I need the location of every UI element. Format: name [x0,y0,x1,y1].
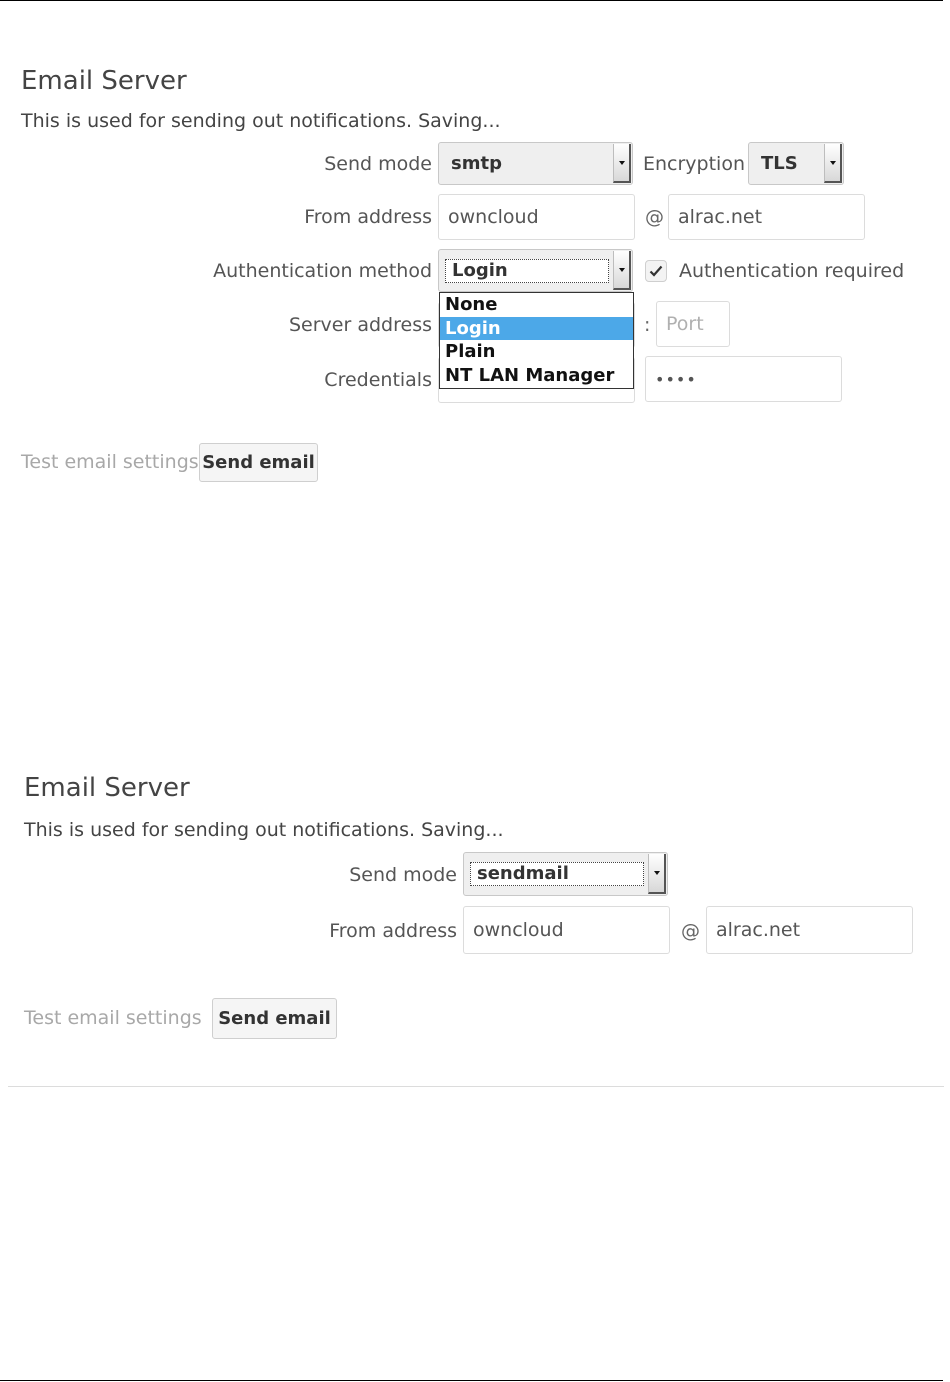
from-address-label: From address [329,920,457,942]
chevron-down-icon [613,251,631,290]
from-domain-input[interactable]: alrac.net [668,194,865,240]
test-email-label: Test email settings [24,1007,202,1029]
at-sign: @ [645,206,664,228]
section-description: This is used for sending out notifications. Saving... [21,110,501,132]
encryption-select[interactable] [748,142,844,185]
chevron-down-icon [824,144,842,183]
send-mode-value: sendmail [470,862,644,886]
auth-method-label: Authentication method [213,260,432,282]
section-title: Email Server [24,773,190,803]
credentials-label: Credentials [324,369,432,391]
auth-required-label: Authentication required [679,260,905,282]
send-mode-label: Send mode [349,864,457,886]
auth-method-dropdown [439,292,634,389]
send-mode-value: smtp [451,153,502,174]
send-email-button[interactable]: Send email [212,998,337,1039]
from-user-input[interactable]: owncloud [463,906,670,954]
auth-required-checkbox[interactable] [645,260,667,282]
section-description: This is used for sending out notifications. Saving... [24,819,504,841]
server-address-label: Server address [289,314,432,336]
section-title: Email Server [21,66,187,96]
auth-method-select[interactable] [438,249,633,292]
test-email-label: Test email settings [21,451,199,473]
send-mode-label: Send mode [324,153,432,175]
send-mode-select[interactable] [463,852,668,896]
auth-option-ntlm[interactable]: NT LAN Manager [445,364,615,386]
from-address-label: From address [304,206,432,228]
port-input[interactable]: Port [656,301,730,347]
from-domain-input[interactable]: alrac.net [706,906,913,954]
credentials-password-input[interactable]: •••• [645,356,842,402]
auth-option-plain[interactable]: Plain [445,341,496,362]
chevron-down-icon [648,854,666,894]
encryption-value: TLS [761,153,798,174]
auth-option-login[interactable]: Login [440,317,633,341]
chevron-down-icon [613,144,631,183]
send-email-button[interactable]: Send email [199,443,318,482]
section-divider [8,1086,944,1087]
top-border [0,0,943,1]
checkmark-icon [649,265,663,277]
bottom-border [0,1380,943,1381]
send-mode-select[interactable] [438,142,633,185]
auth-method-value: Login [445,259,609,283]
from-user-input[interactable]: owncloud [438,194,635,240]
port-colon: : [644,314,651,336]
auth-option-none[interactable]: None [445,294,498,315]
encryption-label: Encryption [643,153,746,175]
at-sign: @ [681,920,700,942]
